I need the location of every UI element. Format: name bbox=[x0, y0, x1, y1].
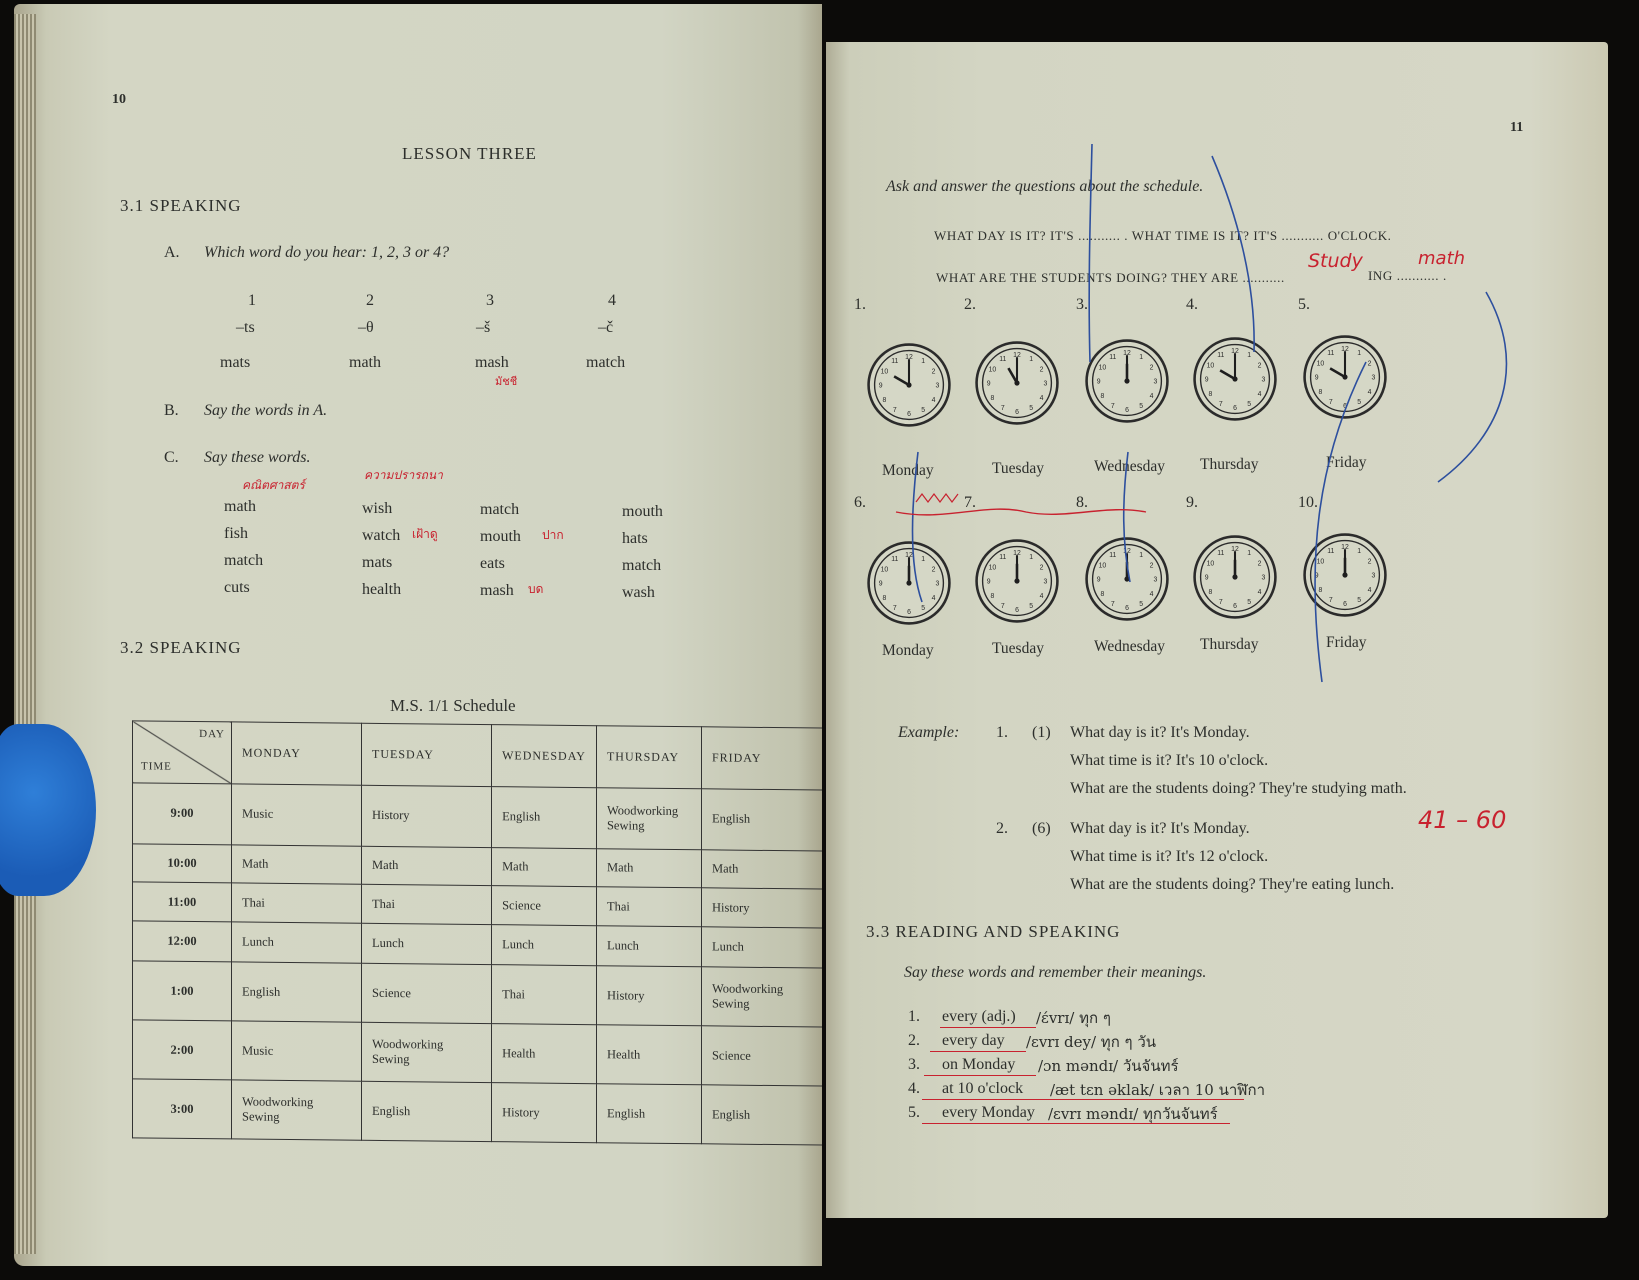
corner-time: TIME bbox=[141, 760, 172, 773]
subject-cell: Lunch bbox=[701, 927, 822, 969]
svg-text:6: 6 bbox=[1015, 606, 1019, 614]
grid-word: match bbox=[622, 557, 662, 574]
question-line-2b: ING ........... . bbox=[1368, 268, 1447, 283]
svg-text:9: 9 bbox=[1204, 574, 1209, 582]
subject-cell: Thai bbox=[492, 965, 597, 1025]
col-number: 2 bbox=[366, 292, 374, 309]
clock-number: 3. bbox=[1076, 296, 1088, 313]
svg-text:7: 7 bbox=[1110, 403, 1115, 411]
lesson-title: LESSON THREE bbox=[402, 144, 537, 163]
svg-text:7: 7 bbox=[1218, 401, 1223, 409]
svg-text:9: 9 bbox=[1314, 572, 1319, 580]
red-note-watch: เฝ้าดู bbox=[412, 527, 438, 541]
svg-text:10: 10 bbox=[1098, 562, 1107, 570]
svg-text:4: 4 bbox=[931, 396, 936, 404]
svg-text:8: 8 bbox=[990, 394, 995, 402]
question-line-1: WHAT DAY IS IT? IT'S ........... . WHAT TIME IS IT? IT'S ........... O'CLOCK. bbox=[934, 228, 1392, 243]
svg-text:3: 3 bbox=[935, 580, 940, 588]
col-word: match bbox=[586, 354, 626, 371]
subject-cell: Lunch bbox=[492, 924, 597, 966]
subject-cell: Math bbox=[362, 846, 492, 886]
exercise-instruction: Ask and answer the questions about the schedule. bbox=[886, 178, 1204, 195]
svg-text:2: 2 bbox=[1149, 364, 1154, 372]
svg-text:8: 8 bbox=[1208, 588, 1213, 596]
svg-text:3: 3 bbox=[1261, 574, 1266, 582]
subject-cell: Science bbox=[492, 886, 597, 926]
svg-text:3: 3 bbox=[1153, 576, 1158, 584]
red-underline bbox=[924, 1075, 1036, 1076]
subject-cell: Math bbox=[596, 848, 701, 888]
subject-cell: Music bbox=[232, 784, 362, 846]
svg-text:1: 1 bbox=[921, 555, 926, 563]
subject-cell: Woodworking Sewing bbox=[362, 1023, 492, 1083]
clock-face bbox=[1192, 336, 1278, 422]
red-underline bbox=[940, 1027, 1036, 1028]
example-number: 2. bbox=[996, 820, 1008, 837]
svg-text:2: 2 bbox=[1039, 564, 1044, 572]
schedule-row bbox=[133, 783, 823, 851]
col-sound: –č bbox=[598, 319, 614, 336]
clock-number: 1. bbox=[854, 296, 866, 313]
svg-text:1: 1 bbox=[1247, 351, 1252, 359]
example-line: What time is it? It's 12 o'clock. bbox=[1070, 848, 1269, 865]
schedule-title: M.S. 1/1 Schedule bbox=[390, 696, 516, 715]
red-underline bbox=[922, 1123, 1230, 1124]
svg-text:3: 3 bbox=[1043, 380, 1048, 388]
clock-day-label: Thursday bbox=[1200, 636, 1259, 653]
clock-face bbox=[1084, 338, 1170, 424]
svg-text:6: 6 bbox=[1343, 402, 1347, 410]
clock-face bbox=[1302, 334, 1388, 420]
red-underline bbox=[922, 1099, 1244, 1100]
vocab-rest: /æt tɛn əklak/ เวลา 10 นาฬิกา bbox=[1050, 1081, 1266, 1099]
svg-text:10: 10 bbox=[1206, 560, 1215, 568]
subject-cell: Thai bbox=[596, 887, 701, 927]
subject-cell: English bbox=[596, 1084, 701, 1144]
svg-text:9: 9 bbox=[986, 578, 991, 586]
svg-text:7: 7 bbox=[1000, 405, 1005, 413]
col-word: mats bbox=[220, 354, 251, 371]
svg-text:11: 11 bbox=[1327, 349, 1335, 357]
example-line: What are the students doing? They're studying math. bbox=[1070, 780, 1407, 797]
left-page bbox=[14, 4, 822, 1266]
svg-text:8: 8 bbox=[1100, 590, 1105, 598]
item-b-instruction: Say the words in A. bbox=[204, 402, 328, 419]
svg-text:4: 4 bbox=[1257, 588, 1262, 596]
svg-text:7: 7 bbox=[892, 605, 897, 613]
clock-face bbox=[1302, 532, 1388, 618]
svg-text:4: 4 bbox=[1257, 390, 1262, 398]
subject-cell: Math bbox=[232, 845, 362, 885]
svg-text:2: 2 bbox=[1367, 360, 1372, 368]
svg-text:4: 4 bbox=[1039, 592, 1044, 600]
red-note-mash: มัชชี bbox=[495, 375, 518, 388]
svg-text:5: 5 bbox=[1029, 405, 1034, 413]
svg-text:11: 11 bbox=[1327, 547, 1335, 555]
col-sound: –ts bbox=[236, 319, 255, 336]
schedule-row bbox=[133, 1020, 823, 1086]
subject-cell: Woodworking Sewing bbox=[232, 1080, 362, 1140]
grid-word: eats bbox=[480, 555, 505, 572]
subject-cell: Math bbox=[492, 847, 597, 887]
svg-text:9: 9 bbox=[878, 382, 883, 390]
svg-text:1: 1 bbox=[1029, 355, 1034, 363]
clock-number: 10. bbox=[1298, 494, 1318, 511]
svg-text:12: 12 bbox=[1123, 548, 1131, 556]
time-cell: 9:00 bbox=[133, 783, 232, 845]
grid-word: watch bbox=[362, 527, 401, 544]
svg-text:10: 10 bbox=[1316, 558, 1325, 566]
vocab-rest: /ɔn məndɪ/ วันจันทร์ bbox=[1038, 1057, 1179, 1075]
svg-text:7: 7 bbox=[1328, 597, 1333, 605]
svg-text:8: 8 bbox=[1318, 586, 1323, 594]
grid-word: wish bbox=[362, 500, 393, 517]
clock-day-label: Monday bbox=[882, 642, 934, 659]
item-b-letter: B. bbox=[164, 402, 179, 419]
svg-text:4: 4 bbox=[1367, 388, 1372, 396]
subject-cell: Science bbox=[362, 964, 492, 1024]
svg-text:8: 8 bbox=[1208, 390, 1213, 398]
svg-text:9: 9 bbox=[1314, 374, 1319, 382]
page-number: 10 bbox=[112, 92, 126, 107]
svg-text:4: 4 bbox=[1367, 586, 1372, 594]
svg-text:4: 4 bbox=[1039, 394, 1044, 402]
grid-word: health bbox=[362, 581, 402, 598]
vocab-term: at 10 o'clock bbox=[942, 1080, 1024, 1097]
clock-face bbox=[866, 342, 952, 428]
clock-day-label: Wednesday bbox=[1094, 458, 1166, 475]
clock-face bbox=[1084, 536, 1170, 622]
svg-text:8: 8 bbox=[1100, 392, 1105, 400]
svg-text:1: 1 bbox=[1357, 349, 1362, 357]
svg-text:11: 11 bbox=[999, 355, 1007, 363]
red-note-math: คณิตศาสตร์ bbox=[242, 478, 305, 492]
item-a-instruction: Which word do you hear: 1, 2, 3 or 4? bbox=[204, 244, 450, 261]
col-sound: –š bbox=[476, 319, 491, 336]
red-note-mash-2: บด bbox=[528, 582, 544, 596]
svg-text:5: 5 bbox=[1247, 401, 1252, 409]
example-line: What day is it? It's Monday. bbox=[1070, 820, 1250, 837]
col-word: math bbox=[349, 354, 381, 371]
svg-text:6: 6 bbox=[1015, 408, 1019, 416]
subject-cell: History bbox=[596, 966, 701, 1026]
subject-cell: Thai bbox=[362, 885, 492, 925]
grid-word: mouth bbox=[480, 528, 521, 545]
col-number: 3 bbox=[486, 292, 494, 309]
example-ref: (6) bbox=[1032, 820, 1051, 837]
svg-text:5: 5 bbox=[921, 605, 926, 613]
svg-text:7: 7 bbox=[1328, 399, 1333, 407]
clock-day-label: Wednesday bbox=[1094, 638, 1166, 655]
svg-text:5: 5 bbox=[1029, 603, 1034, 611]
clock-face bbox=[974, 340, 1060, 426]
vocab-term: every day bbox=[942, 1032, 1005, 1049]
svg-text:9: 9 bbox=[986, 380, 991, 388]
svg-text:8: 8 bbox=[882, 594, 887, 602]
svg-text:9: 9 bbox=[878, 580, 883, 588]
svg-text:10: 10 bbox=[880, 566, 889, 574]
subject-cell: English bbox=[701, 789, 822, 851]
question-line-2a: WHAT ARE THE STUDENTS DOING? THEY ARE ........... bbox=[936, 270, 1285, 285]
svg-text:4: 4 bbox=[1149, 392, 1154, 400]
page-edges bbox=[14, 14, 36, 1254]
svg-text:9: 9 bbox=[1096, 378, 1101, 386]
svg-text:5: 5 bbox=[1139, 601, 1144, 609]
svg-text:2: 2 bbox=[931, 566, 936, 574]
vocab-term: every Monday bbox=[942, 1104, 1035, 1121]
svg-text:12: 12 bbox=[1231, 546, 1239, 554]
svg-text:3: 3 bbox=[1371, 572, 1376, 580]
svg-text:12: 12 bbox=[1341, 346, 1349, 354]
red-note-wish: ความปรารถนา bbox=[364, 468, 443, 482]
svg-text:7: 7 bbox=[1110, 601, 1115, 609]
svg-text:3: 3 bbox=[1153, 378, 1158, 386]
item-a-letter: A. bbox=[164, 244, 180, 261]
svg-text:3: 3 bbox=[1371, 374, 1376, 382]
subject-cell: Lunch bbox=[596, 926, 701, 968]
grid-word: wash bbox=[622, 584, 655, 601]
red-underline bbox=[930, 1051, 1026, 1052]
svg-text:9: 9 bbox=[1204, 376, 1209, 384]
subject-cell: English bbox=[362, 1081, 492, 1141]
vocab-number: 5. bbox=[908, 1104, 920, 1121]
vocab-rest: /ɛvrɪ dey/ ทุก ๆ วัน bbox=[1026, 1033, 1157, 1051]
svg-text:9: 9 bbox=[1096, 576, 1101, 584]
clock-day-label: Tuesday bbox=[992, 640, 1044, 657]
svg-text:1: 1 bbox=[1357, 547, 1362, 555]
schedule-row bbox=[133, 1079, 823, 1145]
svg-text:6: 6 bbox=[1125, 406, 1129, 414]
example-label: Example: bbox=[898, 724, 960, 741]
red-page-range: 41 – 60 bbox=[1418, 806, 1507, 834]
col-number: 1 bbox=[248, 292, 256, 309]
svg-text:6: 6 bbox=[907, 608, 911, 616]
svg-text:7: 7 bbox=[1000, 603, 1005, 611]
schedule-table bbox=[132, 720, 822, 1145]
svg-text:7: 7 bbox=[892, 407, 897, 415]
subject-cell: History bbox=[492, 1083, 597, 1143]
svg-text:12: 12 bbox=[905, 354, 913, 362]
subject-cell: Lunch bbox=[362, 923, 492, 965]
svg-text:11: 11 bbox=[1109, 353, 1117, 361]
svg-text:6: 6 bbox=[1125, 604, 1129, 612]
corner-cell bbox=[133, 721, 232, 784]
schedule-header-row bbox=[133, 721, 823, 790]
svg-text:12: 12 bbox=[1341, 544, 1349, 552]
clock-number: 9. bbox=[1186, 494, 1198, 511]
svg-text:11: 11 bbox=[1217, 549, 1225, 557]
time-cell: 10:00 bbox=[133, 844, 232, 884]
subject-cell: Health bbox=[596, 1025, 701, 1085]
time-cell: 3:00 bbox=[133, 1079, 232, 1139]
svg-text:12: 12 bbox=[1123, 350, 1131, 358]
svg-text:8: 8 bbox=[882, 396, 887, 404]
svg-text:6: 6 bbox=[907, 410, 911, 418]
svg-text:5: 5 bbox=[1357, 597, 1362, 605]
svg-text:10: 10 bbox=[1098, 364, 1107, 372]
clock-face bbox=[1192, 534, 1278, 620]
page-number: 11 bbox=[1510, 120, 1524, 135]
svg-text:2: 2 bbox=[1149, 562, 1154, 570]
svg-text:5: 5 bbox=[1357, 399, 1362, 407]
subject-cell: Science bbox=[701, 1026, 822, 1086]
svg-text:1: 1 bbox=[1139, 353, 1144, 361]
svg-text:1: 1 bbox=[1029, 553, 1034, 561]
svg-text:11: 11 bbox=[891, 555, 899, 563]
subject-cell: History bbox=[701, 888, 822, 928]
svg-text:3: 3 bbox=[935, 382, 940, 390]
right-page bbox=[826, 42, 1608, 1218]
vocab-term: every (adj.) bbox=[942, 1008, 1016, 1025]
svg-text:3: 3 bbox=[1261, 376, 1266, 384]
svg-text:2: 2 bbox=[1257, 362, 1262, 370]
svg-text:1: 1 bbox=[1139, 551, 1144, 559]
clock-face bbox=[974, 538, 1060, 624]
col-number: 4 bbox=[608, 292, 616, 309]
svg-text:12: 12 bbox=[1231, 348, 1239, 356]
clock-number: 6. bbox=[854, 494, 866, 511]
subject-cell: English bbox=[492, 786, 597, 848]
grid-word: match bbox=[480, 501, 520, 518]
svg-text:11: 11 bbox=[891, 357, 899, 365]
vocab-rest: /ɛvrɪ məndɪ/ ทุกวันจันทร์ bbox=[1048, 1105, 1218, 1123]
section-3-3-instruction: Say these words and remember their meanings. bbox=[904, 964, 1207, 981]
svg-text:1: 1 bbox=[1247, 549, 1252, 557]
svg-text:11: 11 bbox=[999, 553, 1007, 561]
svg-text:2: 2 bbox=[931, 368, 936, 376]
clock-day-label: Friday bbox=[1326, 454, 1367, 471]
clock-day-label: Tuesday bbox=[992, 460, 1044, 477]
vocab-number: 1. bbox=[908, 1008, 920, 1025]
grid-word: hats bbox=[622, 530, 648, 547]
clock-number: 8. bbox=[1076, 494, 1088, 511]
grid-word: match bbox=[224, 552, 264, 569]
svg-text:5: 5 bbox=[1247, 599, 1252, 607]
svg-text:3: 3 bbox=[1043, 578, 1048, 586]
schedule-row bbox=[133, 961, 823, 1027]
example-line: What time is it? It's 10 o'clock. bbox=[1070, 752, 1269, 769]
day-header: WEDNESDAY bbox=[492, 725, 597, 788]
svg-text:4: 4 bbox=[931, 594, 936, 602]
subject-cell: Woodworking Sewing bbox=[701, 967, 822, 1027]
clock-face bbox=[866, 540, 952, 626]
subject-cell: Lunch bbox=[232, 922, 362, 964]
svg-text:6: 6 bbox=[1233, 404, 1237, 412]
subject-cell: Health bbox=[492, 1024, 597, 1084]
svg-text:7: 7 bbox=[1218, 599, 1223, 607]
section-3-2-heading: 3.2 SPEAKING bbox=[120, 638, 242, 657]
time-cell: 12:00 bbox=[133, 921, 232, 963]
clock-day-label: Monday bbox=[882, 462, 934, 479]
section-3-1-heading: 3.1 SPEAKING bbox=[120, 196, 242, 215]
day-header: TUESDAY bbox=[362, 723, 492, 786]
grid-word: mouth bbox=[622, 503, 663, 520]
clock-number: 7. bbox=[964, 494, 976, 511]
grid-word: mash bbox=[480, 582, 514, 599]
grid-word: mats bbox=[362, 554, 393, 571]
svg-text:6: 6 bbox=[1343, 600, 1347, 608]
svg-text:10: 10 bbox=[988, 366, 997, 374]
clock-number: 2. bbox=[964, 296, 976, 313]
time-cell: 11:00 bbox=[133, 882, 232, 922]
time-cell: 2:00 bbox=[133, 1020, 232, 1080]
svg-text:12: 12 bbox=[1013, 550, 1021, 558]
col-word: mash bbox=[475, 354, 509, 371]
day-header: THURSDAY bbox=[596, 726, 701, 789]
svg-text:10: 10 bbox=[1206, 362, 1215, 370]
col-sound: –θ bbox=[358, 319, 374, 336]
example-line: What day is it? It's Monday. bbox=[1070, 724, 1250, 741]
subject-cell: Math bbox=[701, 850, 822, 890]
clock-number: 5. bbox=[1298, 296, 1310, 313]
svg-text:12: 12 bbox=[905, 552, 913, 560]
red-note-mouth: ปาก bbox=[542, 528, 564, 542]
svg-text:11: 11 bbox=[1109, 551, 1117, 559]
subject-cell: History bbox=[362, 785, 492, 847]
svg-text:1: 1 bbox=[921, 357, 926, 365]
clock-number: 4. bbox=[1186, 296, 1198, 313]
svg-text:4: 4 bbox=[1149, 590, 1154, 598]
vocab-rest: /ɛ́vrɪ/ ทุก ๆ bbox=[1036, 1009, 1111, 1027]
clock-day-label: Friday bbox=[1326, 634, 1367, 651]
handwritten-math: math bbox=[1418, 248, 1466, 269]
item-c-instruction: Say these words. bbox=[204, 449, 311, 466]
subject-cell: English bbox=[701, 1085, 822, 1145]
subject-cell: Woodworking Sewing bbox=[596, 788, 701, 850]
vocab-number: 3. bbox=[908, 1056, 920, 1073]
example-number: 1. bbox=[996, 724, 1008, 741]
subject-cell: Music bbox=[232, 1021, 362, 1081]
svg-text:10: 10 bbox=[988, 564, 997, 572]
svg-text:10: 10 bbox=[880, 368, 889, 376]
grid-word: cuts bbox=[224, 579, 250, 596]
vocab-term: on Monday bbox=[942, 1056, 1016, 1073]
svg-text:12: 12 bbox=[1013, 352, 1021, 360]
svg-text:5: 5 bbox=[921, 407, 926, 415]
vocab-number: 2. bbox=[908, 1032, 920, 1049]
svg-text:11: 11 bbox=[1217, 351, 1225, 359]
section-3-3-heading: 3.3 READING AND SPEAKING bbox=[866, 922, 1121, 941]
clock-day-label: Thursday bbox=[1200, 456, 1259, 473]
svg-text:8: 8 bbox=[1318, 388, 1323, 396]
day-header: FRIDAY bbox=[701, 727, 822, 790]
svg-text:8: 8 bbox=[990, 592, 995, 600]
subject-cell: English bbox=[232, 962, 362, 1022]
svg-text:2: 2 bbox=[1367, 558, 1372, 566]
example-ref: (1) bbox=[1032, 724, 1051, 741]
day-header: MONDAY bbox=[232, 722, 362, 785]
example-line: What are the students doing? They're eating lunch. bbox=[1070, 876, 1395, 893]
svg-text:6: 6 bbox=[1233, 602, 1237, 610]
grid-word: math bbox=[224, 498, 256, 515]
subject-cell: Thai bbox=[232, 883, 362, 923]
corner-day: DAY bbox=[199, 728, 225, 741]
item-c-letter: C. bbox=[164, 449, 179, 466]
svg-text:2: 2 bbox=[1257, 560, 1262, 568]
vocab-number: 4. bbox=[908, 1080, 920, 1097]
svg-text:2: 2 bbox=[1039, 366, 1044, 374]
svg-text:5: 5 bbox=[1139, 403, 1144, 411]
handwritten-study: Study bbox=[1308, 250, 1363, 272]
time-cell: 1:00 bbox=[133, 961, 232, 1021]
grid-word: fish bbox=[224, 525, 248, 542]
svg-text:10: 10 bbox=[1316, 360, 1325, 368]
